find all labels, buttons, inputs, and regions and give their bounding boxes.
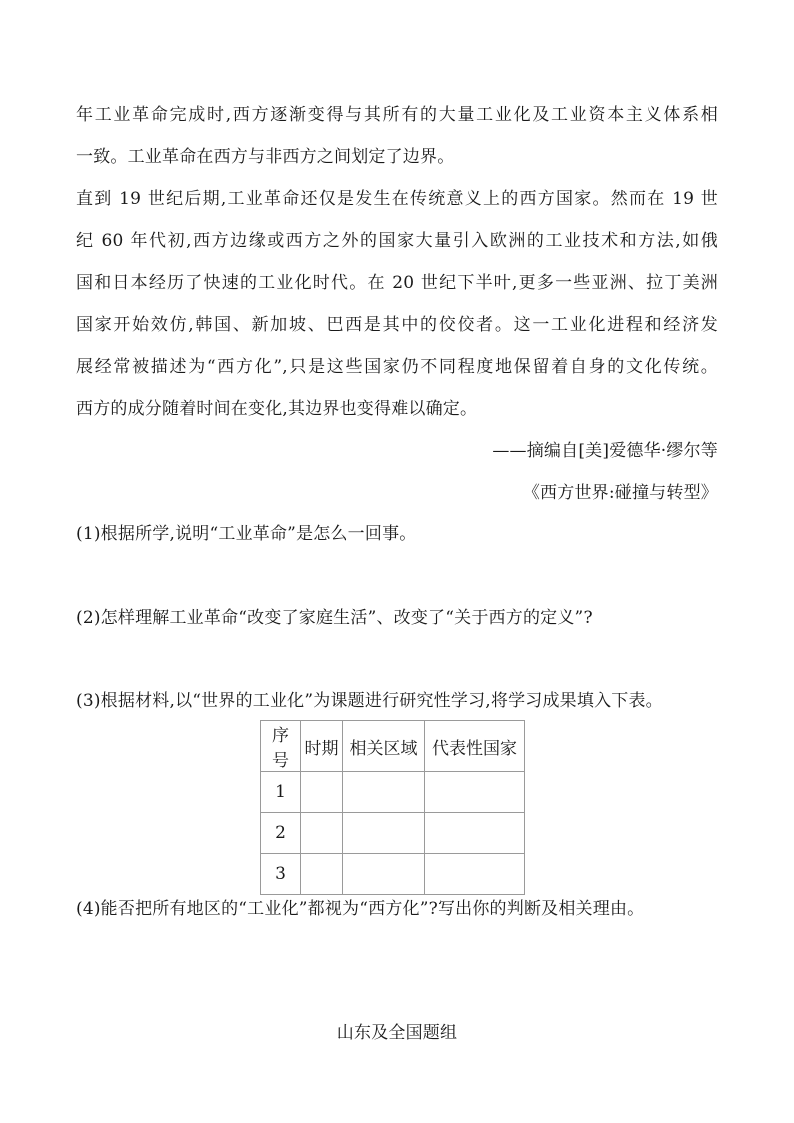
material-line-5: 国和日本经历了快速的工业化时代。在 20 世纪下半叶,更多一些亚洲、拉丁美洲 [76,273,718,293]
answer-table [260,720,525,895]
table-row [261,854,525,895]
table-cell-region[interactable] [343,813,425,854]
table-cell-country[interactable] [425,854,525,895]
header-period: 时期 [301,721,343,772]
question-3: (3)根据材料,以“世界的工业化”为课题进行研究性学习,将学习成果填入下表。 [76,691,663,711]
section-title: 山东及全国题组 [336,1023,458,1043]
header-region: 相关区域 [343,721,425,772]
table-row [261,772,525,813]
table-cell-country[interactable] [425,772,525,813]
material-line-4: 纪 60 年代初,西方边缘或西方之外的国家大量引入欧洲的工业技术和方法,如俄 [76,231,718,251]
table-cell-period[interactable] [301,813,343,854]
table-cell-index: 1 [261,772,301,813]
question-2: (2)怎样理解工业革命“改变了家庭生活”、改变了“关于西方的定义”? [76,608,593,628]
table-header-row [261,721,525,772]
material-line-7: 展经常被描述为“西方化”,只是这些国家仍不同程度地保留着自身的文化传统。 [76,357,718,377]
table-row [261,813,525,854]
table-cell-country[interactable] [425,813,525,854]
question-4: (4)能否把所有地区的“工业化”都视为“西方化”?写出你的判断及相关理由。 [76,899,645,919]
header-index: 序号 [261,721,301,772]
question-1: (1)根据所学,说明“工业革命”是怎么一回事。 [76,524,417,544]
table-cell-region[interactable] [343,772,425,813]
table-cell-period[interactable] [301,772,343,813]
table-cell-index: 3 [261,854,301,895]
table-cell-region[interactable] [343,854,425,895]
table-cell-period[interactable] [301,854,343,895]
material-line-6: 国家开始效仿,韩国、新加坡、巴西是其中的佼佼者。这一工业化进程和经济发 [76,315,718,335]
source-title: 《西方世界:碰撞与转型》 [522,483,718,503]
material-line-1: 年工业革命完成时,西方逐渐变得与其所有的大量工业化及工业资本主义体系相 [76,105,718,125]
table-cell-index: 2 [261,813,301,854]
material-line-8: 西方的成分随着时间在变化,其边界也变得难以确定。 [76,399,478,419]
header-country: 代表性国家 [425,721,525,772]
material-line-3: 直到 19 世纪后期,工业革命还仅是发生在传统意义上的西方国家。然而在 19 世 [76,189,718,209]
material-line-2: 一致。工业革命在西方与非西方之间划定了边界。 [76,147,455,167]
source-author: ——摘编自[美]爱德华·缪尔等 [492,441,718,461]
